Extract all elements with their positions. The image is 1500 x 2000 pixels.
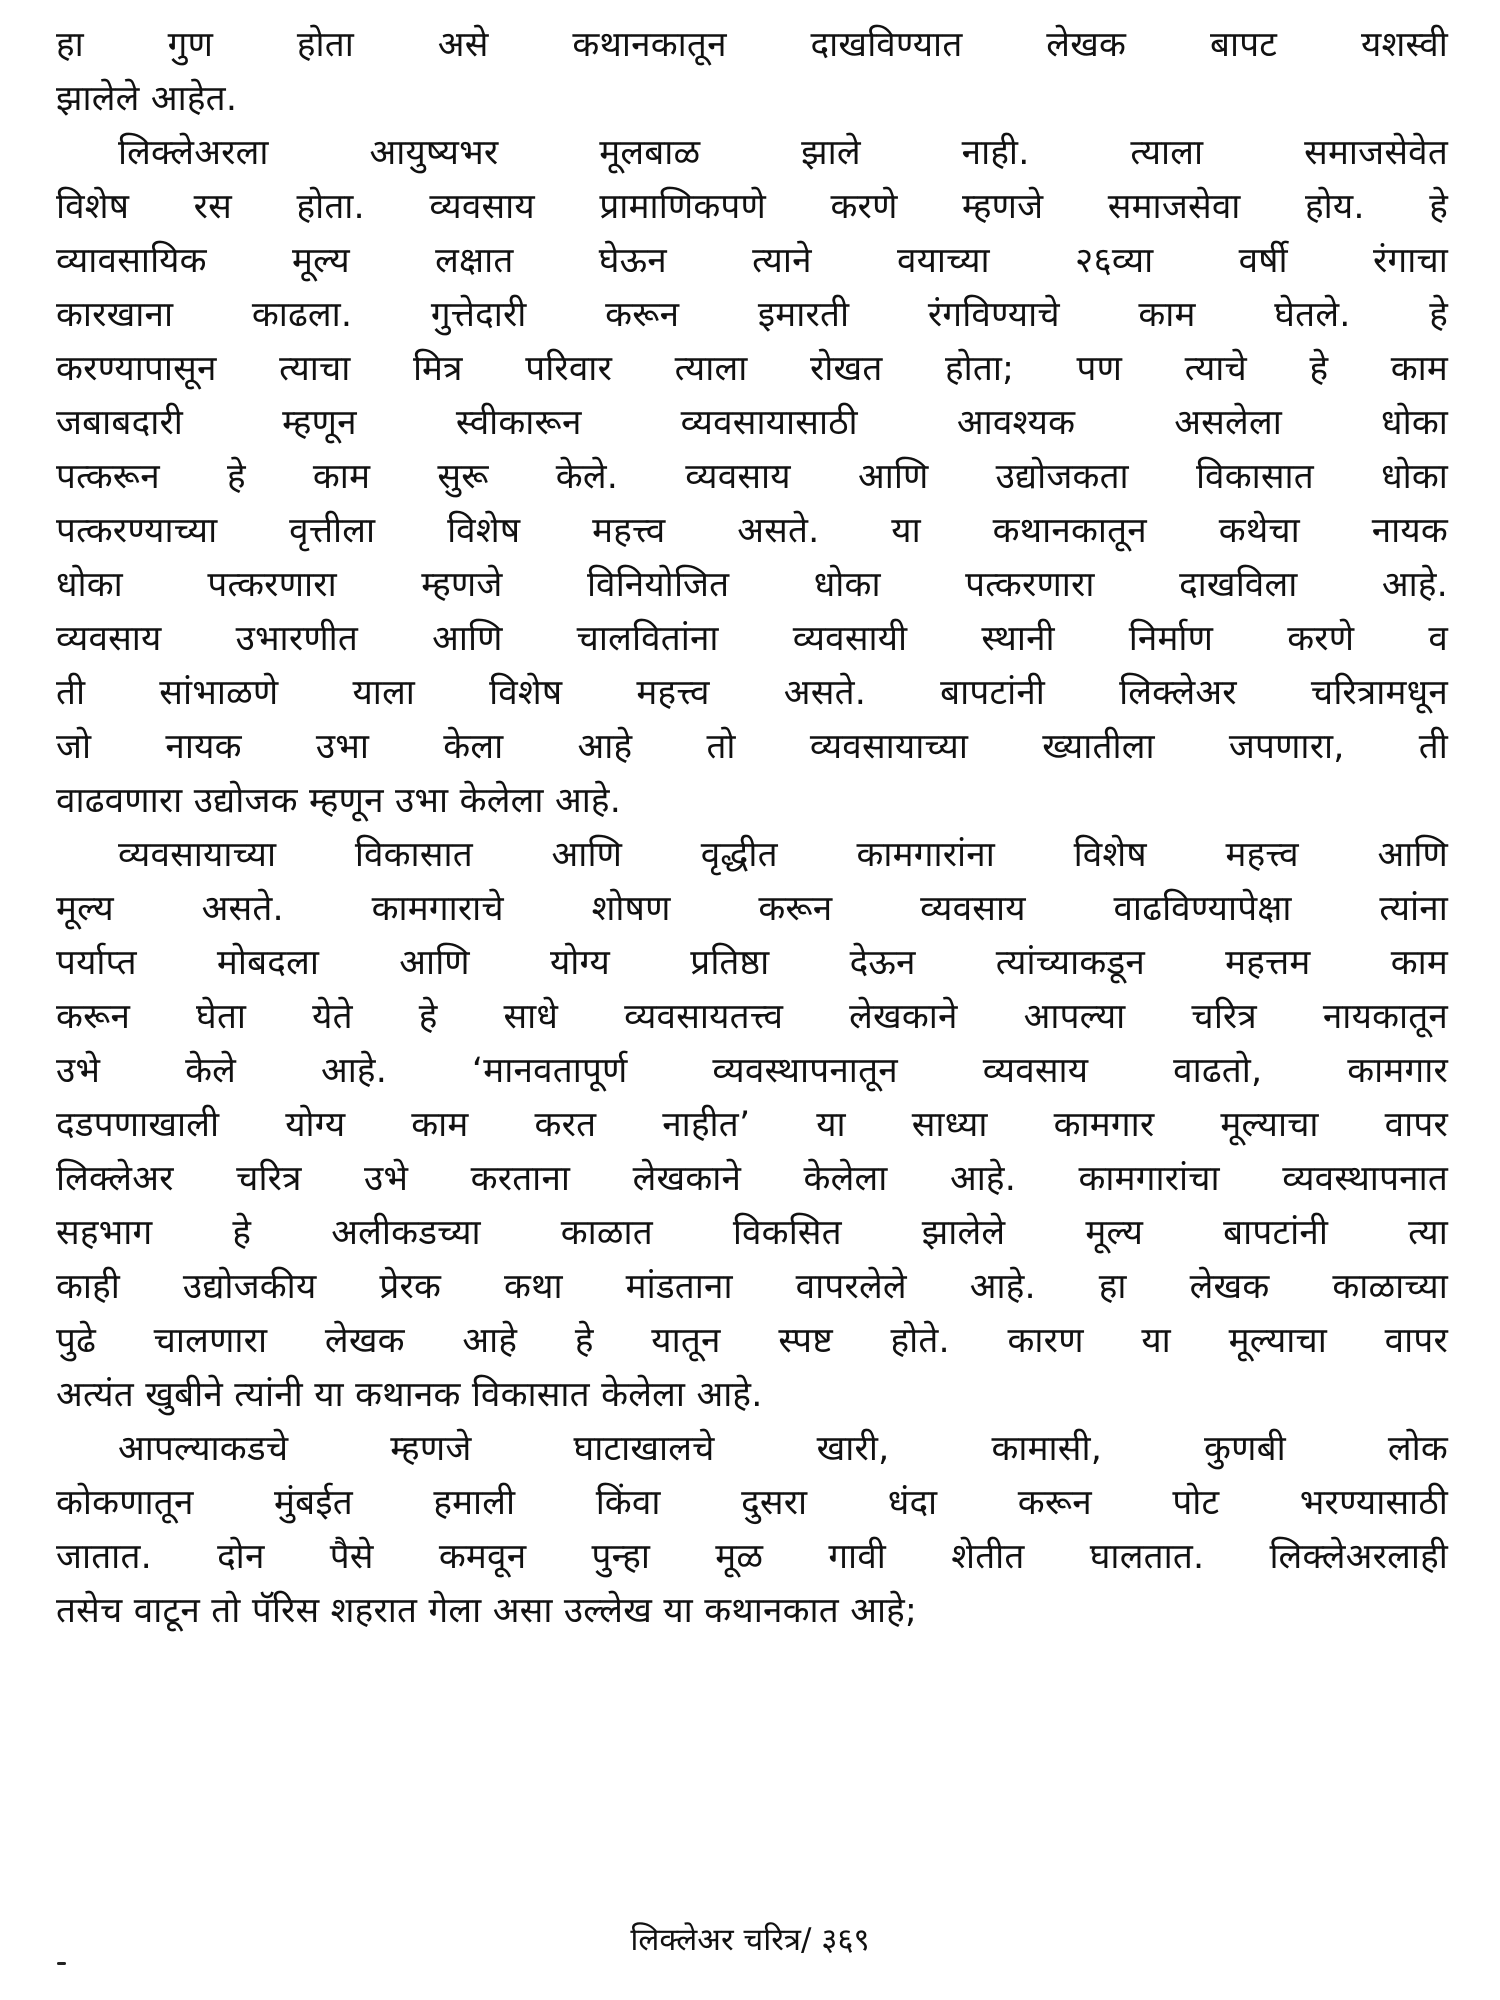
paragraph-2-line: व्यवसाय उभारणीत आणि चालवितांना व्यवसायी स्थानी निर्माण करणे व: [56, 619, 1448, 659]
paragraph-2-line: कारखाना काढला. गुत्तेदारी करून इमारती रंगविण्याचे काम घेतले. हे: [56, 295, 1448, 335]
paragraph-2-line: करण्यापासून त्याचा मित्र परिवार त्याला रोखत होता; पण त्याचे हे काम: [56, 349, 1448, 389]
body-text: [56, 18, 1448, 1638]
paragraph-2-line: जबाबदारी म्हणून स्वीकारून व्यवसायासाठी आवश्यक असलेला धोका: [56, 403, 1448, 443]
paragraph-3-line: अत्यंत खुबीने त्यांनी या कथानक विकासात केलेला आहे.: [56, 1375, 763, 1415]
paragraph-2-line: ती सांभाळणे याला विशेष महत्त्व असते. बापटांनी लिक्लेअर चरित्रामधून: [56, 673, 1448, 713]
paragraph-1-line: हा गुण होता असे कथानकातून दाखविण्यात लेखक बापट यशस्वी: [56, 25, 1448, 65]
paragraph-2-line: व्यावसायिक मूल्य लक्षात घेऊन त्याने वयाच्या २६व्या वर्षी रंगाचा: [56, 241, 1448, 281]
paragraph-3-line: पुढे चालणारा लेखक आहे हे यातून स्पष्ट होते. कारण या मूल्याचा वापर: [56, 1321, 1448, 1361]
paragraph-3-line: दडपणाखाली योग्य काम करत नाहीत’ या साध्या कामगार मूल्याचा वापर: [56, 1105, 1448, 1145]
paragraph-2-line: जो नायक उभा केला आहे तो व्यवसायाच्या ख्यातीला जपणारा, ती: [56, 727, 1448, 767]
paragraph-3-line: काही उद्योजकीय प्रेरक कथा मांडताना वापरलेले आहे. हा लेखक काळाच्या: [56, 1267, 1448, 1307]
paragraph-4-line: तसेच वाटून तो पॅरिस शहरात गेला असा उल्लेख या कथानकात आहे;: [56, 1591, 917, 1631]
paragraph-2-line: पत्करून हे काम सुरू केले. व्यवसाय आणि उद्योजकता विकासात धोका: [56, 457, 1448, 497]
paragraph-3-line: पर्याप्त मोबदला आणि योग्य प्रतिष्ठा देऊन त्यांच्याकडून महत्तम काम: [56, 943, 1448, 983]
paragraph-2-line: विशेष रस होता. व्यवसाय प्रामाणिकपणे करणे म्हणजे समाजसेवा होय. हे: [56, 187, 1448, 227]
paragraph-3-line: व्यवसायाच्या विकासात आणि वृद्धीत कामगारांना विशेष महत्त्व आणि: [118, 835, 1448, 875]
paragraph-2-line: वाढवणारा उद्योजक म्हणून उभा केलेला आहे.: [56, 781, 622, 821]
paragraph-3-line: उभे केले आहे. ‘मानवतापूर्ण व्यवस्थापनातून व्यवसाय वाढतो, कामगार: [56, 1051, 1448, 1091]
paragraph-4-line: आपल्याकडचे म्हणजे घाटाखालचे खारी, कामासी, कुणबी लोक: [118, 1429, 1448, 1469]
paragraph-2-line: धोका पत्करणारा म्हणजे विनियोजित धोका पत्करणारा दाखविला आहे.: [56, 565, 1448, 605]
paragraph-3-line: सहभाग हे अलीकडच्या काळात विकसित झालेले मूल्य बापटांनी त्या: [56, 1213, 1448, 1253]
page-footer-folio: लिक्लेअर चरित्र/ ३६९: [630, 1922, 870, 1958]
paragraph-4-line: कोकणातून मुंबईत हमाली किंवा दुसरा धंदा करून पोट भरण्यासाठी: [56, 1483, 1448, 1523]
paragraph-2-line: लिक्लेअरला आयुष्यभर मूलबाळ झाले नाही. त्याला समाजसेवेत: [118, 133, 1448, 173]
paragraph-1-line: झालेले आहेत.: [56, 79, 238, 119]
scan-speck: [57, 1962, 66, 1965]
paragraph-4-line: जातात. दोन पैसे कमवून पुन्हा मूळ गावी शेतीत घालतात. लिक्लेअरलाही: [56, 1537, 1448, 1577]
paragraph-3-line: मूल्य असते. कामगाराचे शोषण करून व्यवसाय वाढविण्यापेक्षा त्यांना: [56, 889, 1448, 929]
paragraph-2-line: पत्करण्याच्या वृत्तीला विशेष महत्त्व असते. या कथानकातून कथेचा नायक: [56, 511, 1448, 551]
paragraph-3-line: करून घेता येते हे साधे व्यवसायतत्त्व लेखकाने आपल्या चरित्र नायकातून: [56, 997, 1448, 1037]
paragraph-3-line: लिक्लेअर चरित्र उभे करताना लेखकाने केलेला आहे. कामगारांचा व्यवस्थापनात: [56, 1159, 1448, 1199]
